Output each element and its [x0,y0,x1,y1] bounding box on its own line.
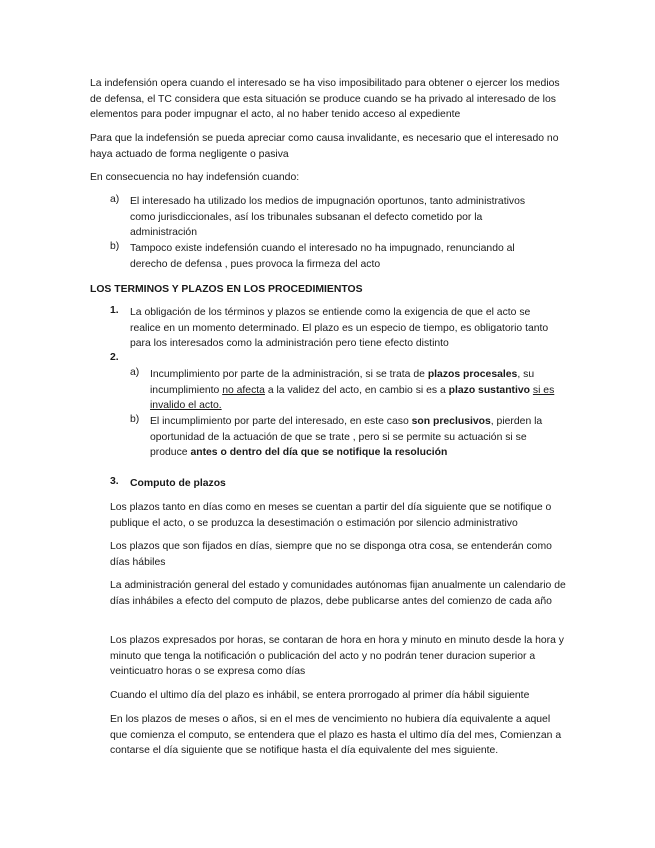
paragraph-indefension: La indefensión opera cuando el interesado se ha viso imposibilitado para obtener o ejercer los medios de defensa, el TC considera que esta situación se produce cuando se ha privado al interesado de los elementos para poder impugnar el acto, al no haber tenido acceso al expediente [90,78,560,120]
bold-term: son preclusivos [411,416,491,427]
list-label: a) [110,194,120,205]
text-run: a la validez del acto, en cambio si es a [264,384,449,396]
text-run: , su incumplimiento [150,369,535,396]
underlined-term: no afecta [222,384,265,396]
text-run: , pierden la oportunidad de la actuación de que se trate , pero si se permite su actuación si se produce [150,416,543,458]
numbered-item-1 [110,305,570,352]
list-text: Tampoco existe indefensión cuando el interesado no ha impugnado, renunciando al derecho de defensa , pues provoca la firmeza del acto [130,243,515,270]
text-run: Incumplimiento por parte de la administración, si se trata de [150,369,428,380]
list-label: b) [130,414,140,425]
bold-term: plazos procesales [427,369,518,380]
sub-item-text [150,414,565,461]
sub-item-text [150,367,565,414]
paragraph-dias-habiles: Los plazos que son fijados en días, siempre que no se disponga otra cosa, se entenderán como días hábiles [110,541,552,568]
paragraph-horas: Los plazos expresados por horas, se contaran de hora en hora y minuto en minuto desde la hora y minuto que tenga la notificación o publicación del acto y no podrán tener duracion superior a veinticuatro horas o se expresa como días [110,635,565,677]
underlined-term: si es invalido el acto. [150,384,555,411]
sub-item-b [130,414,570,461]
subsection-title: Computo de plazos [130,478,226,489]
bold-term: plazo sustantivo [448,384,531,396]
paragraph-computo: Los plazos tanto en días como en meses se cuentan a partir del día siguiente que se notifique o publique el acto, o se produzca la desestimación o estimación por silencio administrativo [110,502,552,529]
section-title: LOS TERMINOS Y PLAZOS EN LOS PROCEDIMIENTOS [90,284,363,295]
paragraph-ultimo-dia: Cuando el ultimo día del plazo es inhábil, se entera prorrogado al primer día hábil siguiente [110,690,530,701]
paragraph-consecuencia: En consecuencia no hay indefensión cuando: [90,172,300,183]
list-label: a) [130,367,140,378]
number-label: 2. [110,352,119,363]
paragraph-calendario: La administración general del estado y comunidades autónomas fijan anualmente un calendario de días inhábiles a efecto del computo de plazos, debe publicarse antes del comienzo de cada año [110,580,566,607]
paragraph-meses: En los plazos de meses o años, si en el mes de vencimiento no hubiera día equivalente a aquel que comienza el computo, se entendera que el plazo es hasta el ultimo día del mes, Comienzan a contarse el día siguiente que se notifique hasta el día equivalente del mes siguiente. [110,714,562,756]
number-label: 3. [110,476,119,487]
list-item-a [110,194,570,241]
paragraph-causa-invalidante: Para que la indefensión se pueda apreciar como causa invalidante, es necesario que el interesado no haya actuado de forma negligente o pasiva [90,133,559,160]
list-text: El interesado ha utilizado los medios de impugnación oportunos, tanto administrativos como jurisdiccionales, así los tribunales subsanan el defecto cometido por la administración [130,196,526,238]
numbered-item-3 [110,476,570,492]
sub-item-a [130,367,570,414]
list-item-b [110,241,570,272]
number-label: 1. [110,305,119,316]
numbered-text: La obligación de los términos y plazos se entiende como la exigencia de que el acto se realice en un momento determinado. El plazo es un especio de tiempo, es obligatorio tanto para los interesados como la administración pero tiene efecto distinto [130,307,549,349]
list-label: b) [110,241,120,252]
text-run: El incumplimiento por parte del interesado, en este caso [150,416,412,427]
bold-term: antes o dentro del día que se notifique la resolución [190,447,448,458]
